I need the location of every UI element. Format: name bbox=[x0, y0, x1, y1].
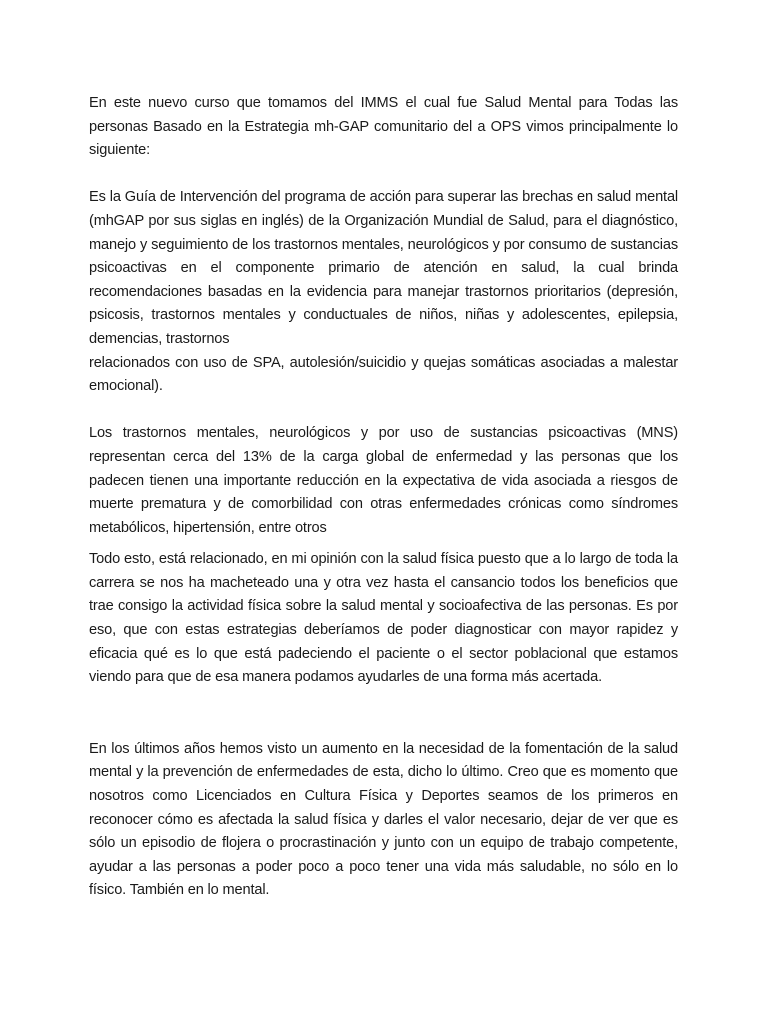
paragraph-mns: Los trastornos mentales, neurológicos y por uso de sustancias psicoactivas (MNS) representan cerca del 13% de la carga global de enfermedad y las personas que los padecen tienen una importante reducción en la expectativa de vida asociada a riesgos de muerte prematura y de comorbilidad con otras enfermedades crónicas como síndromes metabólicos, hipertensión, entre otros bbox=[89, 425, 678, 536]
paragraph-guide-part-2: relacionados con uso de SPA, autolesión/suicidio y quejas somáticas asociadas a malestar emocional). bbox=[89, 354, 678, 395]
paragraph-guide-part-1: Es la Guía de Intervención del programa de acción para superar las brechas en salud mental (mhGAP por sus siglas en inglés) de la Organización Mundial de Salud, para el diagnóstico, manejo y seguimiento de los trastornos mentales, neurológicos y por consumo de sustancias psicoactivas en el componente primario de atención en salud, la cual brinda recomendaciones basadas en la evidencia para manejar trastornos prioritarios (depresión, psicosis, trastornos mentales y conductuales de niños, niñas y adolescentes, epilepsia, demencias, trastornos bbox=[89, 189, 678, 347]
paragraph-opinion: Todo esto, está relacionado, en mi opinión con la salud física puesto que a lo largo de toda la carrera se nos ha macheteado una y otra vez hasta el cansancio todos los beneficios que trae consigo la actividad física sobre la salud mental y socioafectiva de las personas. Es por eso, que con estas estrategias deberíamos de poder diagnosticar con mayor rapidez y eficacia qué es lo que está padeciendo el paciente o el sector poblacional que estamos viendo para que de esa manera podamos ayudarles de una forma más acertada. bbox=[89, 551, 678, 686]
paragraph-guide bbox=[89, 186, 678, 398]
document-body bbox=[89, 92, 678, 903]
paragraph-conclusion: En los últimos años hemos visto un aumento en la necesidad de la fomentación de la salud mental y la prevención de enfermedades de esta, dicho lo último. Creo que es momento que nosotros como Licenciados en Cultura Física y Deportes seamos de los primeros en reconocer cómo es afectada la salud física y darles el valor necesario, dejar de ver que es sólo un episodio de flojera o procrastinación y junto con un equipo de trabajo competente, ayudar a las personas a poder poco a poco tener una vida más saludable, no sólo en lo físico. También en lo mental. bbox=[89, 740, 678, 899]
paragraph-intro: En este nuevo curso que tomamos del IMMS el cual fue Salud Mental para Todas las personas Basado en la Estrategia mh-GAP comunitario del a OPS vimos principalmente lo siguiente: bbox=[89, 95, 678, 159]
